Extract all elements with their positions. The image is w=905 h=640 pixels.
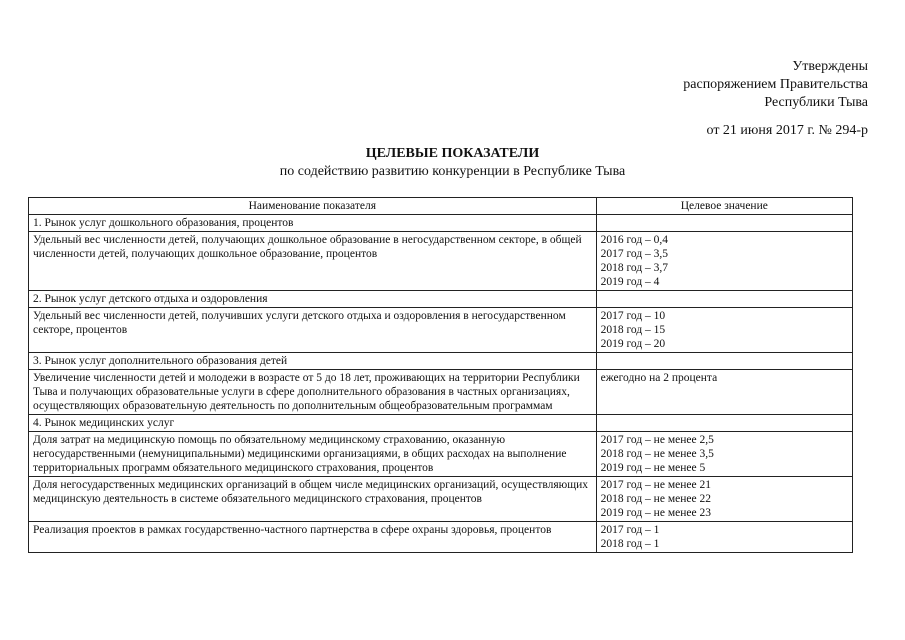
section-target-empty: [596, 215, 852, 232]
indicator-name: Реализация проектов в рамках государственно-частного партнерства в сфере охраны здоровья, процентов: [29, 522, 597, 553]
indicators-table: [28, 197, 853, 553]
target-value: 2018 год – 3,7: [600, 262, 669, 274]
table-row: [29, 232, 853, 291]
section-row: [29, 291, 853, 308]
target-value: 2019 год – 4: [600, 276, 660, 288]
indicator-name: Удельный вес численности детей, получивших услуги детского отдыха и оздоровления в негосударственном секторе, процентов: [29, 308, 597, 353]
header-target-value: Целевое значение: [596, 198, 852, 215]
document-title: ЦЕЛЕВЫЕ ПОКАЗАТЕЛИ: [365, 146, 540, 161]
target-value: 2019 год – не менее 5: [600, 462, 706, 474]
section-target-empty: [596, 353, 852, 370]
approval-line-approved: Утверждены: [792, 59, 868, 74]
document-subtitle: по содействию развитию конкуренции в Республике Тыва: [279, 164, 626, 179]
target-value: 2016 год – 0,4: [600, 234, 669, 246]
target-value: ежегодно на 2 процента: [600, 372, 718, 384]
section-title: 3. Рынок услуг дополнительного образования детей: [29, 353, 597, 370]
indicator-name: Доля негосударственных медицинских организаций в общем числе медицинских организаций, осуществляющих медицинскую деятельность в системе обязательного медицинского страхования, процентов: [29, 477, 597, 522]
approval-stamp: [683, 58, 868, 140]
target-value: 2018 год – не менее 22: [600, 493, 711, 505]
section-title: 1. Рынок услуг дошкольного образования, процентов: [29, 215, 597, 232]
target-value: 2017 год – не менее 2,5: [600, 434, 714, 446]
approval-line-republic: Республики Тыва: [764, 95, 868, 110]
table-row: [29, 522, 853, 553]
target-value: 2019 год – не менее 23: [600, 507, 711, 519]
section-title: 2. Рынок услуг детского отдыха и оздоровления: [29, 291, 597, 308]
target-value: 2017 год – не менее 21: [600, 479, 711, 491]
target-values: [596, 370, 852, 415]
target-values: [596, 522, 852, 553]
section-row: [29, 353, 853, 370]
approval-line-date: от 21 июня 2017 г. № 294-р: [706, 123, 868, 138]
target-value: 2017 год – 3,5: [600, 248, 669, 260]
target-values: [596, 308, 852, 353]
table-row: [29, 432, 853, 477]
header-indicator-name: Наименование показателя: [29, 198, 597, 215]
section-row: [29, 215, 853, 232]
target-value: 2017 год – 1: [600, 524, 660, 536]
target-values: [596, 232, 852, 291]
target-values: [596, 432, 852, 477]
target-value: 2017 год – 10: [600, 310, 666, 322]
target-value: 2018 год – 1: [600, 538, 660, 550]
indicator-name: Удельный вес численности детей, получающих дошкольное образование в негосударственном секторе, в общей численности детей, получающих дошкольное образование, процентов: [29, 232, 597, 291]
table-row: [29, 308, 853, 353]
section-target-empty: [596, 291, 852, 308]
indicator-name: Увеличение численности детей и молодежи в возрасте от 5 до 18 лет, проживающих на территории Республики Тыва и получающих образовательные услуги в сфере дополнительного образования в частных организациях, осуществляющих образовательную деятельность по дополнительным общеобразовательным программам: [29, 370, 597, 415]
target-value: 2018 год – не менее 3,5: [600, 448, 714, 460]
target-values: [596, 477, 852, 522]
table-row: [29, 370, 853, 415]
target-value: 2018 год – 15: [600, 324, 666, 336]
target-value: 2019 год – 20: [600, 338, 666, 350]
section-row: [29, 415, 853, 432]
table-header-row: [29, 198, 853, 215]
indicator-name: Доля затрат на медицинскую помощь по обязательному медицинскому страхованию, оказанную негосударственными (немуниципальными) медицинскими организациями, в общих расходах на выполнение территориальных программ обязательного медицинского страхования, процентов: [29, 432, 597, 477]
section-title: 4. Рынок медицинских услуг: [29, 415, 597, 432]
approval-line-order: распоряжением Правительства: [683, 77, 868, 92]
table-row: [29, 477, 853, 522]
section-target-empty: [596, 415, 852, 432]
